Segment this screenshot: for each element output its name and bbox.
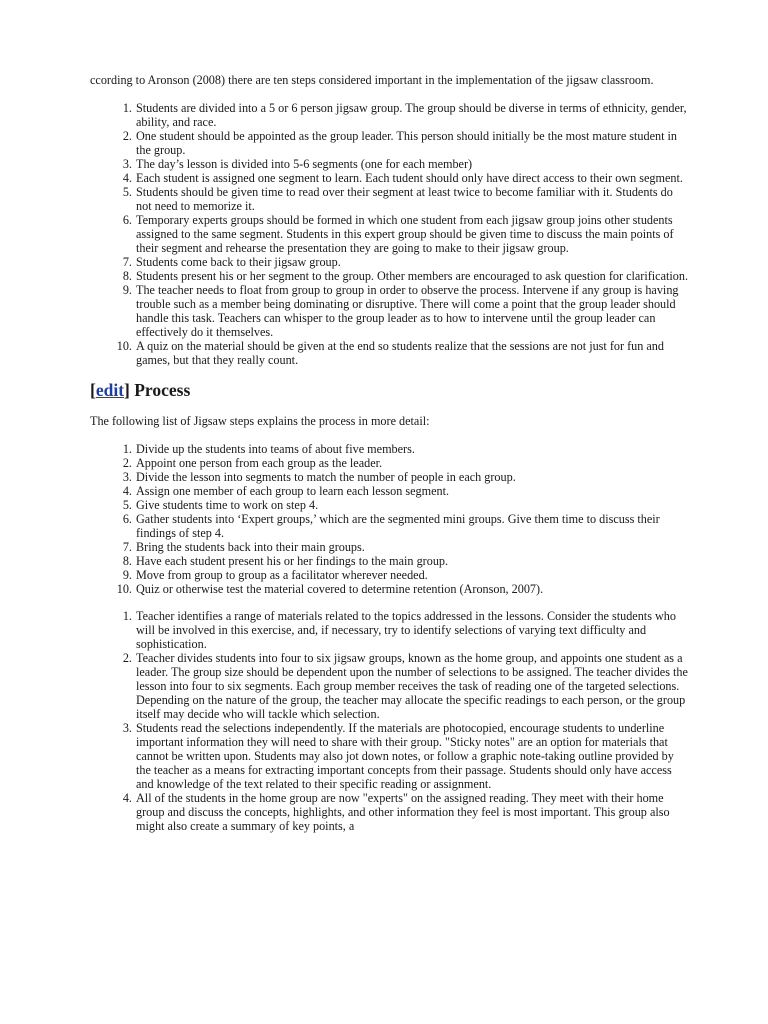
list-item: 5. Give students time to work on step 4. xyxy=(135,498,690,512)
list-item: 5. Students should be given time to read over their segment at least twice to become familiar with it. Students do not need to memorize it. xyxy=(135,185,690,213)
list-item: 4. All of the students in the home group are now "experts" on the assigned reading. They meet with their home group and discuss the concepts, highlights, and other information they feel is most important. This group also might also create a summary of key points, a xyxy=(135,791,690,833)
document-page xyxy=(90,73,690,833)
teacher-steps-list xyxy=(90,609,690,833)
intro-paragraph: ccording to Aronson (2008) there are ten steps considered important in the implementation of the jigsaw classroom. xyxy=(90,73,654,87)
ten-steps-list xyxy=(90,101,690,367)
list-item: 2. Teacher divides students into four to six jigsaw groups, known as the home group, and appoints one student as a leader. The group size should be dependent upon the number of selections to be assigned. The teacher divides the lesson into four to six segments. Each group member receives the task of reading one of the targeted selections. Depending on the nature of the group, the teacher may allocate the specific readings to each person, or the group itself may decide who will tackle which selection. xyxy=(135,651,690,721)
list-item: 7. Students come back to their jigsaw group. xyxy=(135,255,690,269)
list-item: 8. Have each student present his or her findings to the main group. xyxy=(135,554,690,568)
list-item: 9. Move from group to group as a facilitator wherever needed. xyxy=(135,568,690,582)
list-item: 4. Assign one member of each group to learn each lesson segment. xyxy=(135,484,690,498)
heading-bracket-close: ] xyxy=(124,380,130,400)
list-item: 1. Students are divided into a 5 or 6 person jigsaw group. The group should be diverse in terms of ethnicity, gender, ability, and race. xyxy=(135,101,690,129)
list-item: 3. Students read the selections independently. If the materials are photocopied, encourage students to underline important information they will need to share with their group. "Sticky notes" are an option for materials that cannot be written upon. Students may also jot down notes, or follow a graphic note-taking outline provided by the teacher as a means for extracting important concepts from their passage. Students should only have access and knowledge of the text related to their specific reading or assignment. xyxy=(135,721,690,791)
list-item: 10. A quiz on the material should be given at the end so students realize that the sessions are not just for fun and games, but that they really count. xyxy=(135,339,690,367)
list-item: 6. Temporary experts groups should be formed in which one student from each jigsaw group joins other students assigned to the same segment. Students in this expert group should be given time to discuss the main points of their segment and rehearse the presentation they are going to make to their jigsaw group. xyxy=(135,213,690,255)
list-item: 10. Quiz or otherwise test the material covered to determine retention (Aronson, 2007). xyxy=(135,582,690,596)
process-intro: The following list of Jigsaw steps explains the process in more detail: xyxy=(90,414,430,428)
section-title: Process xyxy=(134,380,191,400)
process-steps-list xyxy=(90,442,690,596)
heading-bracket-open: [ xyxy=(90,380,96,400)
list-item: 1. Teacher identifies a range of materials related to the topics addressed in the lessons. Consider the students who will be involved in this exercise, and, if necessary, try to identify selections of varying text difficulty and sophistication. xyxy=(135,609,690,651)
list-item: 3. Divide the lesson into segments to match the number of people in each group. xyxy=(135,470,690,484)
section-heading xyxy=(90,380,690,400)
list-item: 2. Appoint one person from each group as the leader. xyxy=(135,456,690,470)
list-item: 6. Gather students into ‘Expert groups,’ which are the segmented mini groups. Give them time to discuss their findings of step 4. xyxy=(135,512,690,540)
list-item: 9. The teacher needs to float from group to group in order to observe the process. Intervene if any group is having trouble such as a member being dominating or disruptive. There will come a point that the group leader should handle this task. Teachers can whisper to the group leader as to how to intervene until the group leader can effectively do it themselves. xyxy=(135,283,690,339)
list-item: 4. Each student is assigned one segment to learn. Each tudent should only have direct access to their own segment. xyxy=(135,171,690,185)
list-item: 2. One student should be appointed as the group leader. This person should initially be the most mature student in the group. xyxy=(135,129,690,157)
list-item: 7. Bring the students back into their main groups. xyxy=(135,540,690,554)
edit-link[interactable]: edit xyxy=(95,380,125,400)
list-item: 1. Divide up the students into teams of about five members. xyxy=(135,442,690,456)
list-item: 3. The day’s lesson is divided into 5-6 segments (one for each member) xyxy=(135,157,690,171)
list-item: 8. Students present his or her segment to the group. Other members are encouraged to ask question for clarification. xyxy=(135,269,690,283)
